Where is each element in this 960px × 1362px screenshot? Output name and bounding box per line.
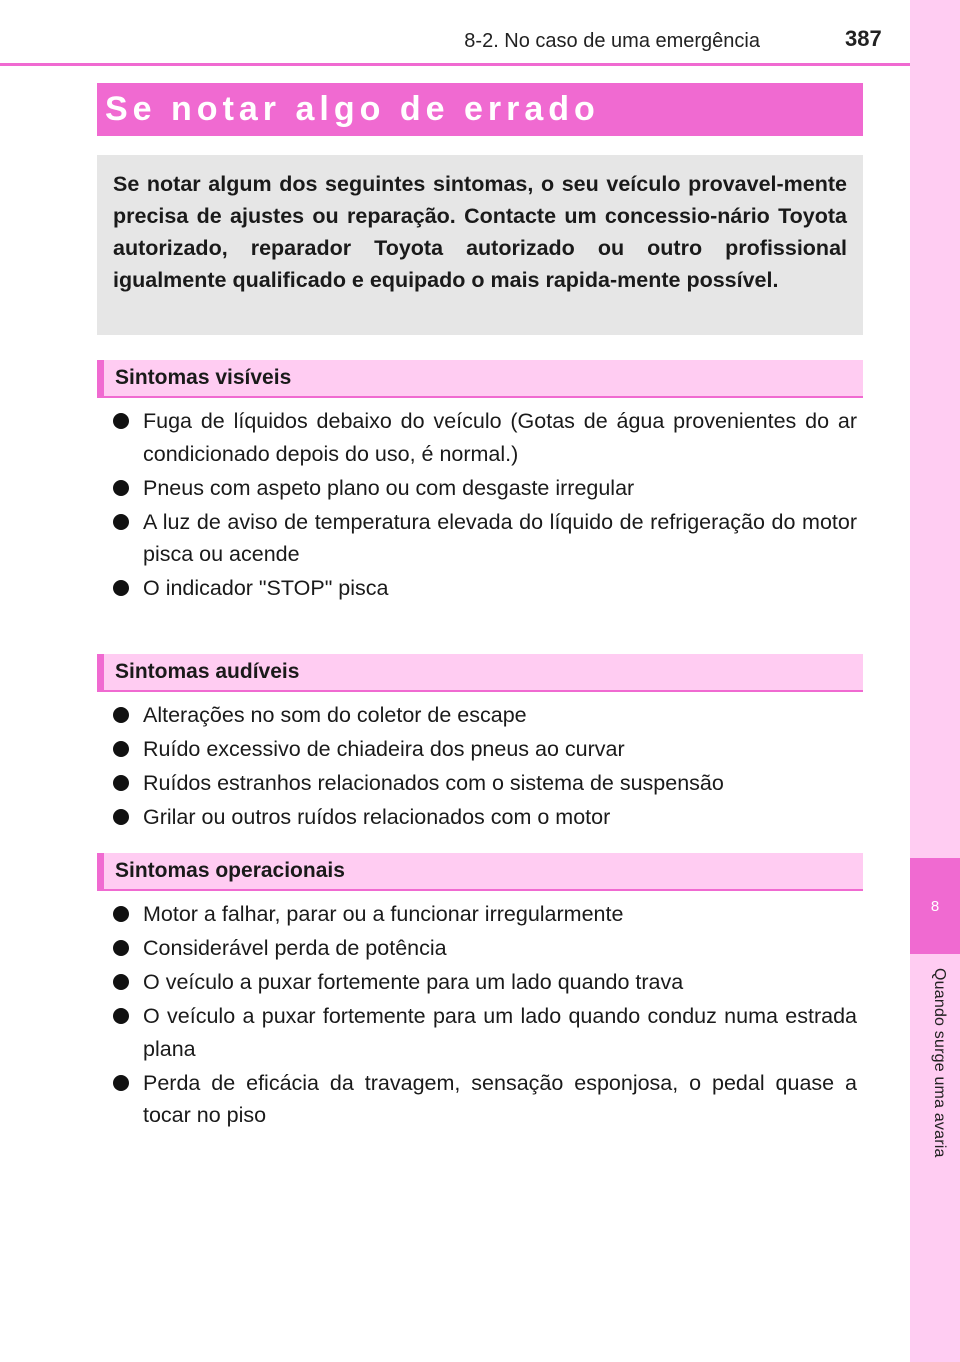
bullet-icon <box>113 514 129 530</box>
bullet-icon <box>113 1075 129 1091</box>
list-item: Alterações no som do coletor de escape <box>97 699 857 732</box>
bullet-icon <box>113 580 129 596</box>
audible-symptoms-list <box>97 699 857 835</box>
bullet-icon <box>113 940 129 956</box>
section-heading-audible-symptoms: Sintomas audíveis <box>97 654 863 692</box>
intro-notice: Se notar algum dos seguintes sintomas, o seu veículo provavel-mente precisa de ajustes ou reparação. Contacte um concessio-nário Toyota autorizado, reparador Toyota autorizado ou outro profissional igualmente qualificado e equipado o mais rapida-mente possível. <box>97 155 863 335</box>
list-item: Fuga de líquidos debaixo do veículo (Gotas de água provenientes do ar condicionado depois do uso, é normal.) <box>97 405 857 470</box>
visible-symptoms-list <box>97 405 857 606</box>
bullet-icon <box>113 741 129 757</box>
list-item: O veículo a puxar fortemente para um lado quando conduz numa estrada plana <box>97 1000 857 1065</box>
bullet-icon <box>113 480 129 496</box>
bullet-icon <box>113 413 129 429</box>
list-item: Considerável perda de potência <box>97 932 857 965</box>
list-item: Pneus com aspeto plano ou com desgaste irregular <box>97 472 857 505</box>
chapter-number-badge: 8 <box>910 858 960 954</box>
list-item: O veículo a puxar fortemente para um lado quando trava <box>97 966 857 999</box>
operational-symptoms-list <box>97 898 857 1133</box>
page-number: 387 <box>845 26 882 51</box>
header-section-title: 8-2. No caso de uma emergência <box>464 30 760 52</box>
list-item: Perda de eficácia da travagem, sensação esponjosa, o pedal quase a tocar no piso <box>97 1067 857 1132</box>
bullet-icon <box>113 1008 129 1024</box>
header-divider <box>0 63 910 66</box>
list-item: Ruído excessivo de chiadeira dos pneus ao curvar <box>97 733 857 766</box>
bullet-icon <box>113 775 129 791</box>
bullet-icon <box>113 707 129 723</box>
bullet-icon <box>113 809 129 825</box>
chapter-title-vertical: Quando surge uma avaria <box>931 968 948 1158</box>
list-item: Grilar ou outros ruídos relacionados com o motor <box>97 801 857 834</box>
bullet-icon <box>113 974 129 990</box>
page-title: Se notar algo de errado <box>97 83 863 136</box>
list-item: O indicador "STOP" pisca <box>97 572 857 605</box>
list-item: Motor a falhar, parar ou a funcionar irregularmente <box>97 898 857 931</box>
section-heading-visible-symptoms: Sintomas visíveis <box>97 360 863 398</box>
list-item: Ruídos estranhos relacionados com o sistema de suspensão <box>97 767 857 800</box>
list-item: A luz de aviso de temperatura elevada do líquido de refrigeração do motor pisca ou acende <box>97 506 857 571</box>
section-heading-operational-symptoms: Sintomas operacionais <box>97 853 863 891</box>
bullet-icon <box>113 906 129 922</box>
